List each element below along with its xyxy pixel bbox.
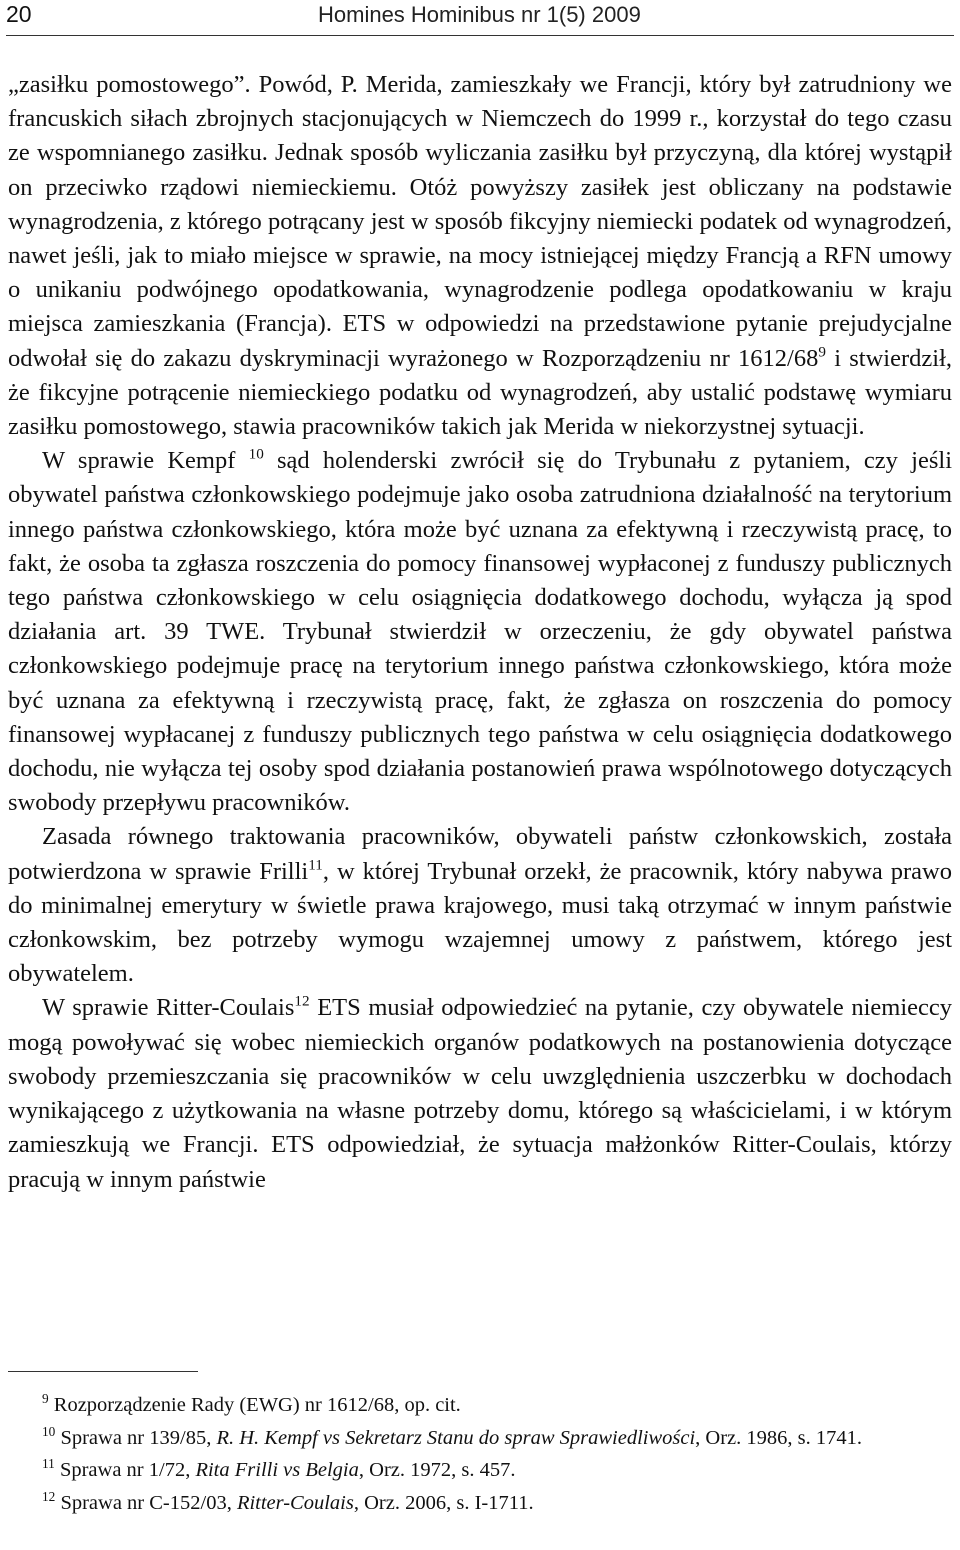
paragraph-frilli bbox=[8, 820, 952, 991]
footnote-number: 11 bbox=[42, 1455, 55, 1471]
footnote-ref-10[interactable]: 10 bbox=[248, 445, 264, 463]
footnote-text: , Orz. 2006, s. I-1711. bbox=[353, 1491, 534, 1514]
paragraph-text: „zasiłku pomostowego”. Powód, P. Merida, zamieszkały we Francji, który był zatrudniony we francuskich siłach zbrojnych stacjonujących w Niemczech do 1999 r., korzystał do tego czasu ze wspomnianego zasiłku. Jednak sposób wyliczania zasiłku był przyczyną, dla której wystąpił on przeciwko rządowi niemieckiemu. Otóż powyższy zasiłek jest obliczany na podstawie wynagrodzenia, z którego potrącany jest w sposób fikcyjny niemiecki podatek od wynagrodzeń, nawet jeśli, jak to miało miejsce w sprawie, na mocy istniejącej między Francją a RFN umowy o unikaniu podwójnego opodatkowania, wynagrodzenie podlega opodatkowaniu w kraju miejsca zamieszkania (Francja). ETS w odpowiedzi na przedstawione pytanie prejudycjalne odwołał się do zakazu dyskryminacji wyrażonego w Rozporządzeniu nr 1612/68 bbox=[8, 71, 952, 372]
footnotes bbox=[8, 1390, 952, 1520]
footnote-text: Sprawa nr 139/85, bbox=[55, 1426, 217, 1449]
footnote-text: Sprawa nr 1/72, bbox=[54, 1459, 196, 1481]
footnote-text: , Orz. 1986, s. 1741. bbox=[695, 1426, 862, 1449]
paragraph-text: i stwierdził, że fikcyjne potrącenie niemieckiego podatku od wynagrodzeń, aby ustalić podstawę wymiaru zasiłku pomostowego, stawia pracowników takich jak Merida w niekorzystnej sytuacji. bbox=[8, 344, 953, 441]
footnote-text: Rozporządzenie Rady (EWG) nr 1612/68, op. cit. bbox=[48, 1394, 461, 1416]
body-text bbox=[8, 68, 952, 1197]
footnote-separator bbox=[8, 1371, 198, 1372]
running-header bbox=[0, 0, 960, 34]
footnote-11 bbox=[8, 1455, 952, 1487]
paragraph-merida bbox=[8, 68, 952, 444]
page-number: 20 bbox=[6, 1, 32, 27]
footnote-case-name: Rita Frilli vs Belgia bbox=[195, 1459, 359, 1481]
footnote-9 bbox=[8, 1390, 952, 1422]
footnote-12 bbox=[8, 1488, 952, 1520]
footnote-text: Sprawa nr C-152/03, bbox=[55, 1491, 237, 1514]
footnote-case-name: Ritter-Coulais bbox=[236, 1491, 354, 1514]
footnote-ref-12[interactable]: 12 bbox=[294, 993, 310, 1011]
footnote-ref-9[interactable]: 9 bbox=[818, 343, 826, 361]
paragraph-text: W sprawie Ritter-Coulais bbox=[42, 994, 295, 1022]
footnote-ref-11[interactable]: 11 bbox=[308, 856, 323, 874]
footnote-case-name: R. H. Kempf vs Sekretarz Stanu do spraw Sprawiedliwości bbox=[216, 1426, 696, 1449]
header-rule bbox=[6, 35, 954, 36]
paragraph-text: W sprawie Kempf bbox=[42, 447, 249, 475]
paragraph-text: sąd holenderski zwrócił się do Trybunału z pytaniem, czy jeśli obywatel państwa członkowskiego podejmuje jako osoba zatrudniona działalność na terytorium innego państwa członkowskiego, która może być uznana za efektywną i rzeczywistą pracę, to fakt, że osoba ta zgłasza roszczenia do pomocy finansowej wypłaconej z funduszy publicznych tego państwa członkowskiego w celu osiągnięcia dodatkowego dochodu, wyłącza ją spod działania art. 39 TWE. Trybunał stwierdził w orzeczeniu, że gdy obywatel państwa członkowskiego podejmuje pracę na terytorium innego państwa członkowskiego, która może być uznana za efektywną i rzeczywistą pracę, fakt, że zgłasza on roszczenia do pomocy finansowej wypłacanej z funduszy publicznych tego państwa w celu osiągnięcia dodatkowego dochodu, nie wyłącza tej osoby spod działania postanowień prawa wspólnotowego dotyczących swobody przepływu pracowników. bbox=[8, 447, 952, 817]
footnote-number: 9 bbox=[42, 1390, 49, 1406]
footnote-text: , Orz. 1972, s. 457. bbox=[358, 1459, 516, 1481]
paragraph-kempf bbox=[8, 444, 952, 820]
paragraph-ritter-coulais bbox=[8, 991, 952, 1196]
paragraph-text: Zasada równego traktowania pracowników, obywateli państw członkowskich, została potwierdzona w sprawie Frilli bbox=[8, 823, 952, 885]
paragraph-text: , w której Trybunał orzekł, że pracownik, który nabywa prawo do minimalnej emerytury w świetle prawa krajowego, musi taką otrzymać w innym państwie członkowskim, bez potrzeby wymogu wzajemnej umowy z państwem, którego jest obywatelem. bbox=[8, 857, 952, 988]
footnote-number: 10 bbox=[42, 1423, 56, 1439]
journal-title: Homines Hominibus nr 1(5) 2009 bbox=[318, 2, 641, 27]
footnote-10 bbox=[8, 1423, 952, 1455]
paragraph-text: ETS musiał odpowiedzieć na pytanie, czy obywatele niemieccy mogą powoływać się wobec niemieckich organów podatkowych na postanowienia dotyczące swobody przemieszczania się pracowników w celu uwzględnienia uszczerbku w dochodach wynikającego z użytkowania na własne potrzeby domu, którego są właścicielami, i w którym zamieszkują we Francji. ETS odpowiedział, że sytuacja małżonków Ritter-Coulais, którzy pracują w innym państwie bbox=[8, 994, 953, 1193]
footnote-number: 12 bbox=[42, 1488, 56, 1504]
